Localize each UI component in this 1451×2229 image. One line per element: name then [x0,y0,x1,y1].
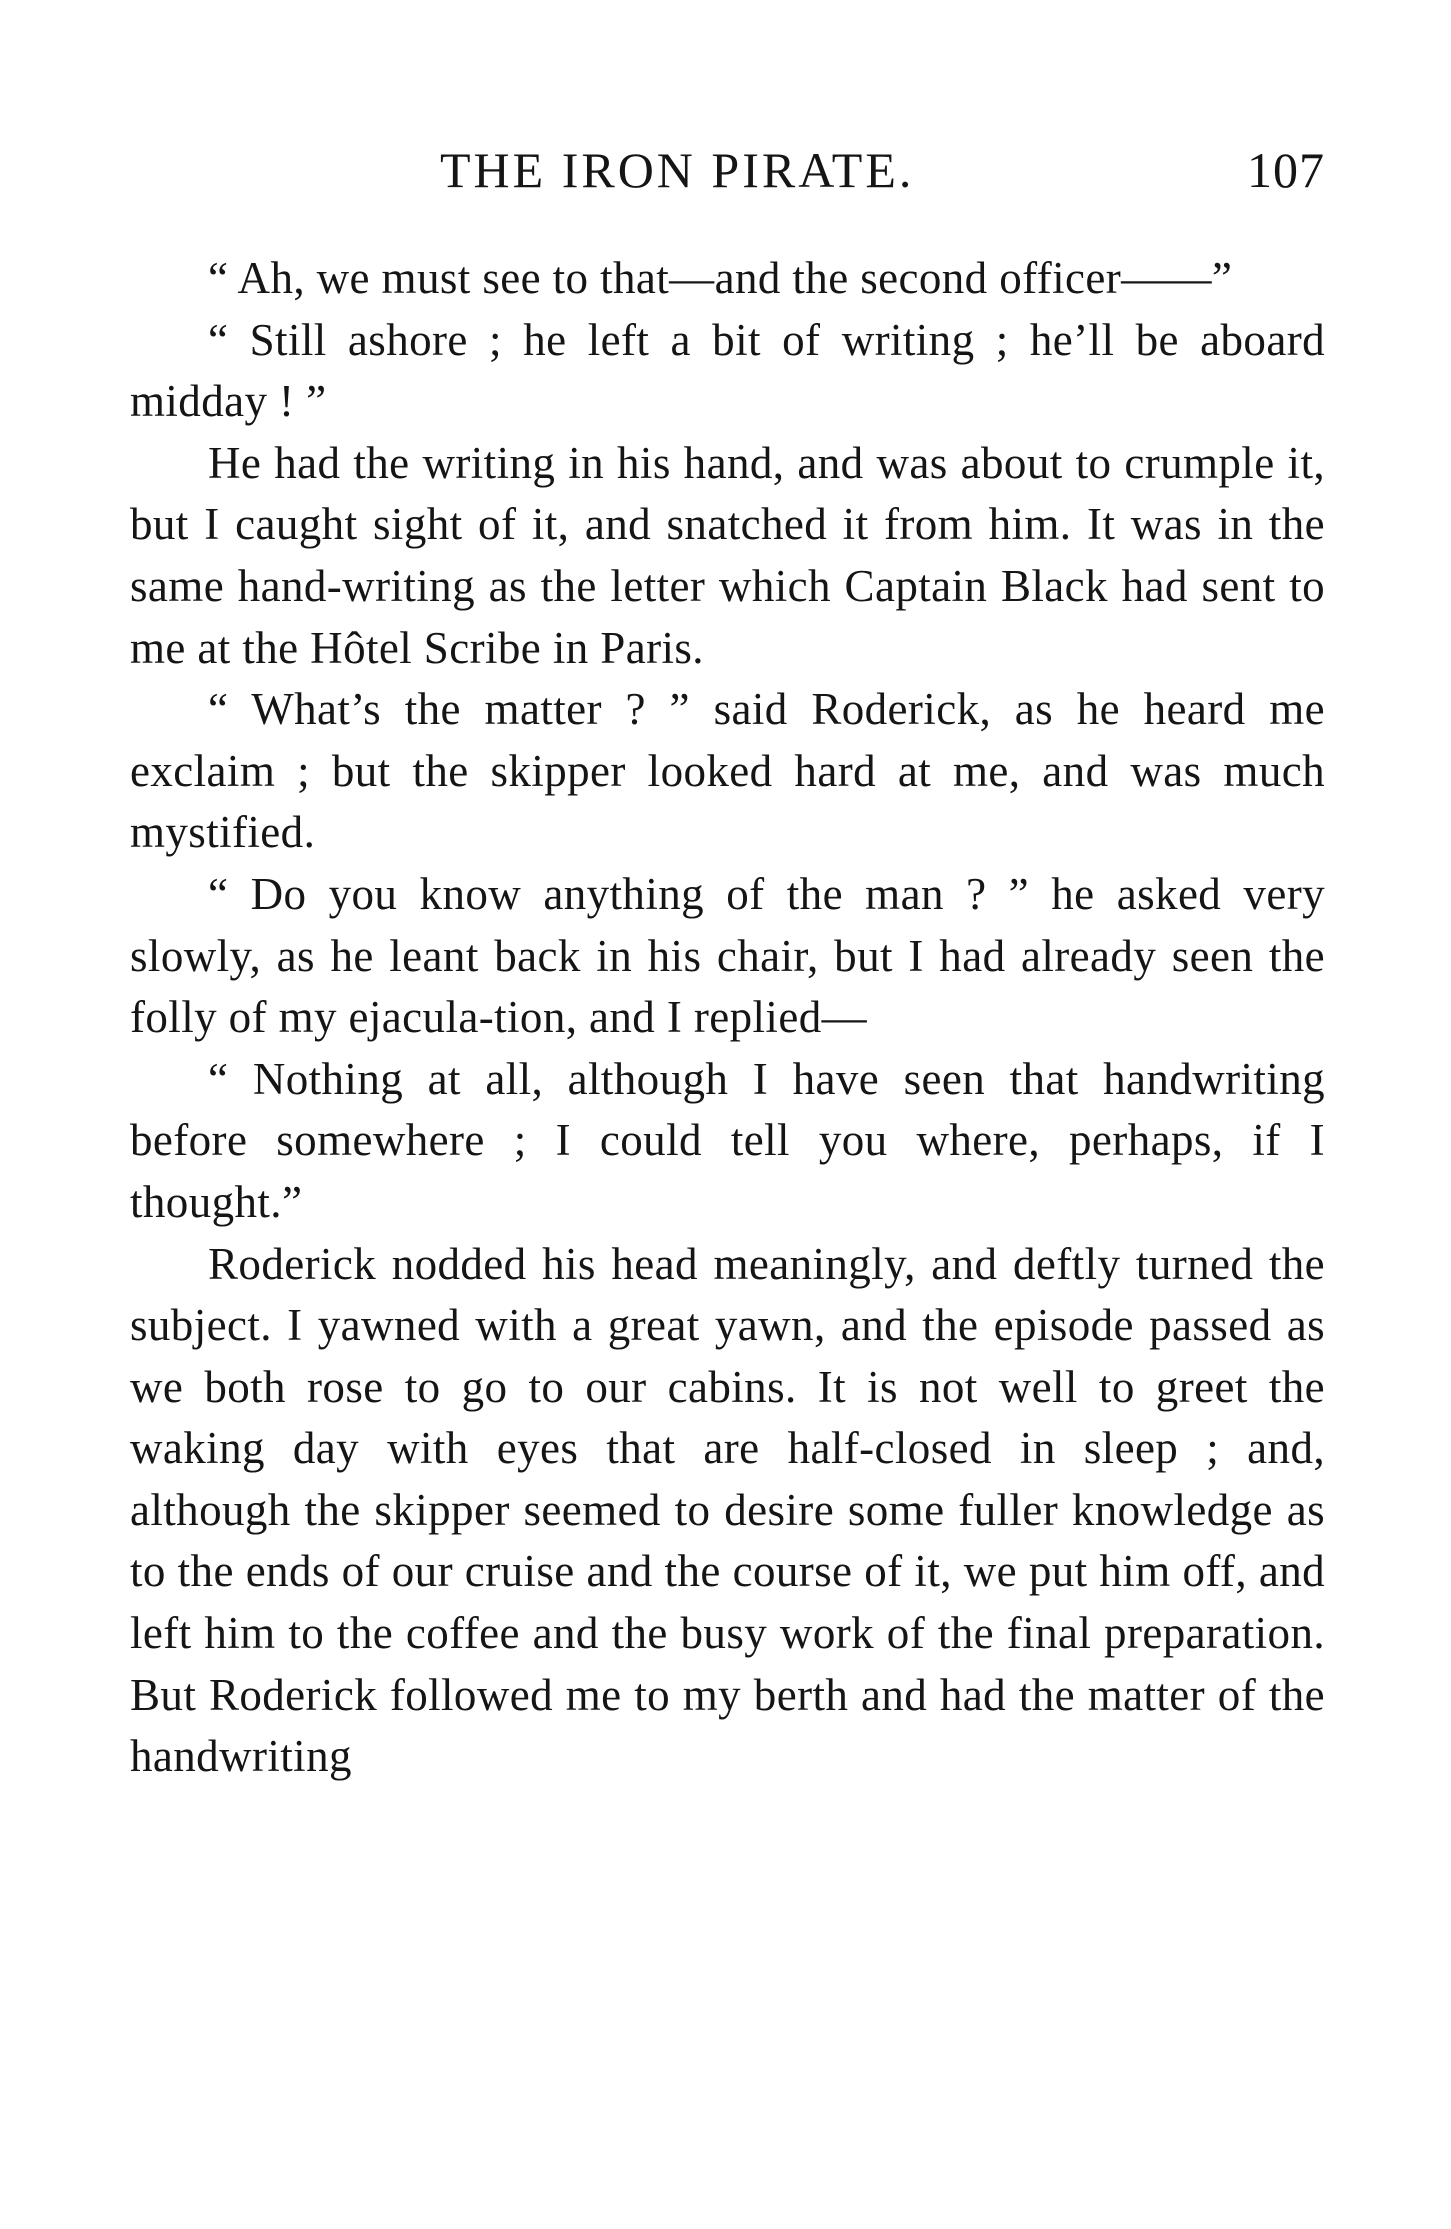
page-number: 107 [1247,142,1325,198]
text-body [130,248,1325,1788]
paragraph: Roderick nodded his head meaningly, and deftly turned the subject. I yawned with a great yawn, and the episode passed as we both rose to go to our cabins. It is not well to greet the waking day with eyes that are half-closed in sleep ; and, although the skipper seemed to desire some fuller knowledge as to the ends of our cruise and the course of it, we put him off, and left him to the coffee and the busy work of the final preparation. But Roderick followed me to my berth and had the matter of the handwriting [130,1238,1325,1782]
paragraph: “ Do you know anything of the man ? ” he asked very slowly, as he leant back in his chair, but I had already seen the folly of my ejacula-tion, and I replied— [130,868,1325,1043]
running-title: THE IRON PIRATE. [440,142,915,198]
paragraph: He had the writing in his hand, and was about to crumple it, but I caught sight of it, and snatched it from him. It was in the same hand-writing as the letter which Captain Black had sent to me at the Hôtel Scribe in Paris. [130,437,1325,673]
paragraph: “ What’s the matter ? ” said Roderick, as he heard me exclaim ; but the skipper looked hard at me, and was much mystified. [130,684,1325,858]
running-head [0,140,1451,210]
paragraph: “ Nothing at all, although I have seen that handwriting before somewhere ; I could tell you where, perhaps, if I thought.” [130,1053,1325,1227]
paragraph: “ Still ashore ; he left a bit of writing ; he’ll be aboard midday ! ” [130,314,1325,427]
paragraph: “ Ah, we must see to that—and the second officer——” [208,253,1233,303]
